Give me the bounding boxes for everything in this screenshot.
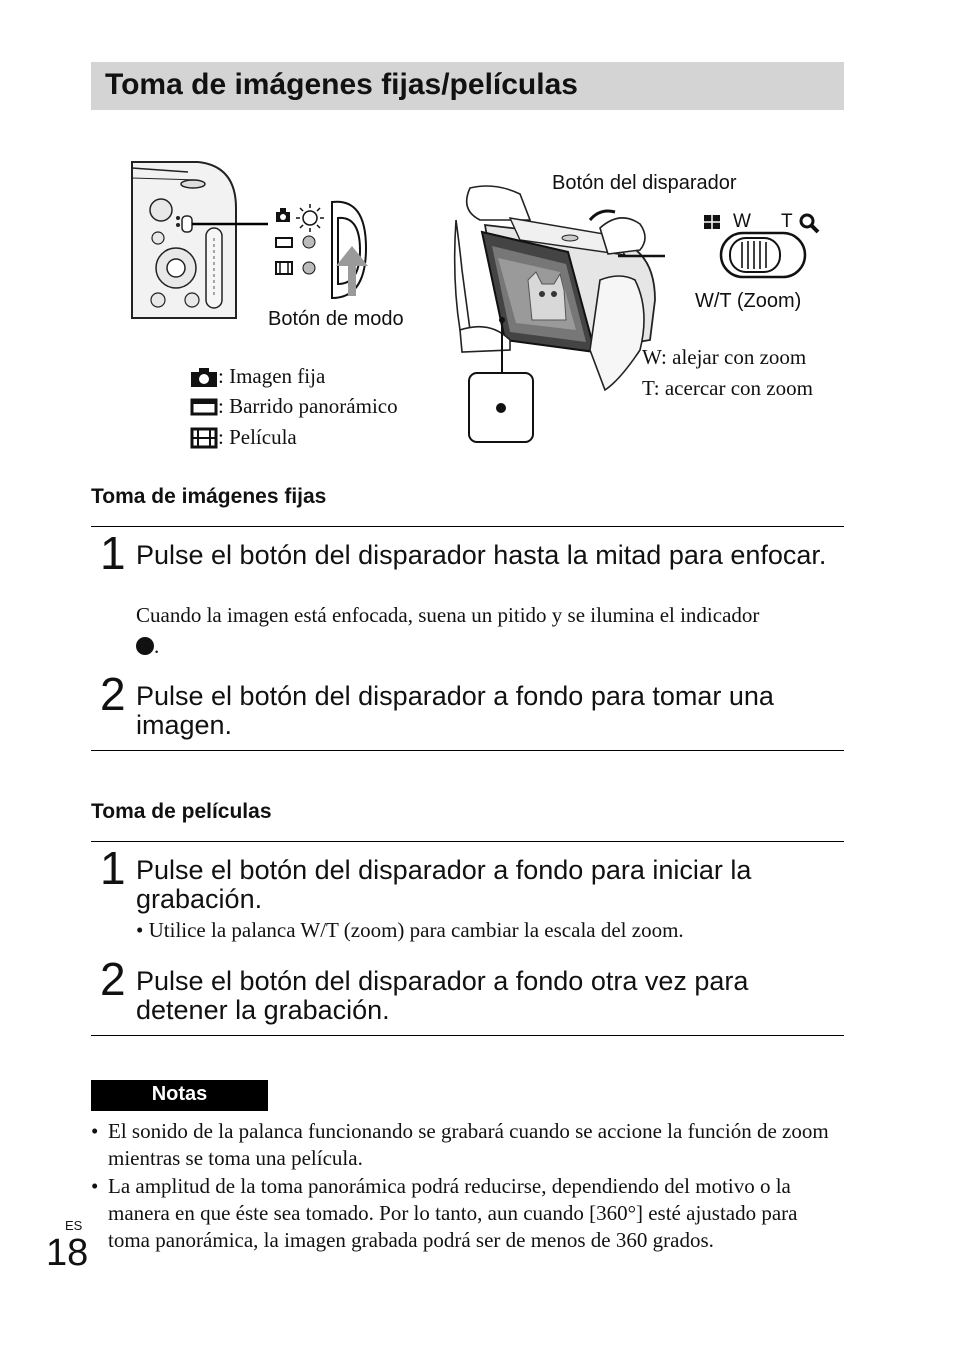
zoom-w-description: W: alejar con zoom [642,345,807,369]
step-number: 2 [100,668,126,720]
page-language: ES [65,1218,83,1233]
page-number: 18 [46,1232,89,1274]
step-note-end: . [154,634,160,658]
bullet: • [91,1119,99,1143]
page-title: Toma de imágenes fijas/películas [105,68,578,101]
legend-still-image [190,364,325,389]
step-note [136,915,844,946]
notes-label: Notas [151,1083,208,1105]
zoom-t-description: T: acercar con zoom [642,376,813,400]
movies-heading: Toma de películas [91,800,272,823]
zoom-t-letter: T [781,211,793,232]
note-item [91,1118,843,1174]
legend-text: : Imagen fija [218,364,326,388]
step-note-text: Utilice la palanca W/T (zoom) para cambiar la escala del zoom. [148,918,684,942]
wide-grid-icon [702,212,726,232]
camera-back-illustration [128,158,368,328]
notes-label-box [91,1080,268,1111]
divider [91,841,844,842]
indicator-dot-icon [136,637,154,655]
zoom-lever [718,230,808,280]
legend-text: : Barrido panorámico [218,394,398,418]
legend-movie [190,425,297,450]
bullet: • [136,918,144,942]
divider [91,1035,844,1036]
step-instruction: Pulse el botón del disparador hasta la mitad para enfocar. [136,540,827,570]
legend-panorama [190,394,398,419]
step-note [136,600,844,662]
focus-indicator-box [468,372,536,444]
step-instruction: Pulse el botón del disparador a fondo otra vez para detener la grabación. [136,966,749,1025]
step-number: 2 [100,953,126,1005]
bullet: • [91,1174,99,1198]
zoom-w-letter: W [733,211,751,232]
section-title-bar [91,62,844,110]
step-number: 1 [100,527,126,579]
mode-button-label: Botón de modo [268,308,404,330]
step-instruction: Pulse el botón del disparador a fondo para iniciar la grabación. [136,855,752,914]
step-note-text: Cuando la imagen está enfocada, suena un pitido y se ilumina el indicador [136,603,760,627]
note-text: La amplitud de la toma panorámica podrá reducirse, dependiendo del motivo o la manera en que éste sea tomado. Por lo tanto, aun cuando [360°] esté ajustado para toma panorámica, la imagen grabada podrá ser de menos de 360 grados. [108,1174,798,1252]
step-number: 1 [100,842,126,894]
divider [91,526,844,527]
note-item [91,1173,843,1257]
step-instruction: Pulse el botón del disparador a fondo para tomar una imagen. [136,681,774,740]
note-text: El sonido de la palanca funcionando se grabará cuando se accione la función de zoom mientras se toma una película. [108,1119,829,1170]
shutter-button-label: Botón del disparador [552,172,737,194]
zoom-label: W/T (Zoom) [695,290,802,312]
divider [91,750,844,751]
legend-text: : Película [218,425,297,449]
still-images-heading: Toma de imágenes fijas [91,485,327,508]
